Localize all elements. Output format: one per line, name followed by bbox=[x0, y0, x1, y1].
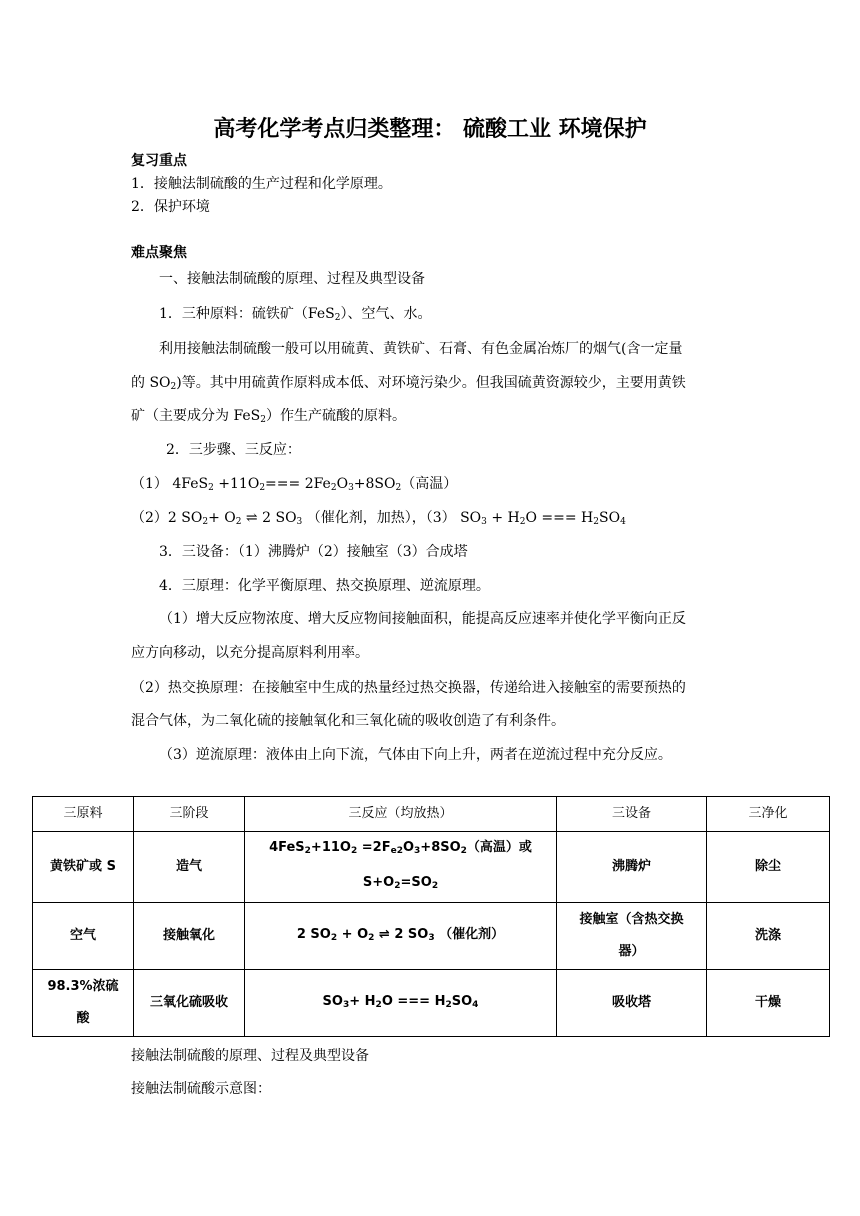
review-item-2: 2．保护环境 bbox=[131, 199, 210, 215]
table-cell: 空气 bbox=[33, 903, 134, 970]
principle-2-line: （2）热交换原理：在接触室中生成的热量经过热交换器，传递给进入接触室的需要预热的 bbox=[131, 680, 686, 696]
table-header-cell: 三设备 bbox=[557, 797, 707, 832]
table-header-cell: 三反应（均放热） bbox=[245, 797, 557, 832]
table-cell: $4FeS_2+11O_2 =2F_{e2}O_3+8SO_2$（高温）或 $S+O_2=SO_2$ bbox=[245, 832, 557, 903]
equipment-line: 3．三设备：（1）沸腾炉（2）接触室（3）合成塔 bbox=[159, 544, 468, 560]
table-row bbox=[33, 903, 830, 970]
table-cell: $SO_3+ H_2O$ === $H_2SO_4$ bbox=[245, 970, 557, 1037]
principle-1-line: 应方向移动，以充分提高原料利用率。 bbox=[131, 645, 369, 661]
paragraph-line: 的 $SO_2$)等。其中用硫黄作原料成本低、对环境污染少。但我国硫黄资源较少，主要用黄铁 bbox=[131, 375, 686, 392]
footer-line-1: 接触法制硫酸的原理、过程及典型设备 bbox=[131, 1048, 369, 1064]
table-header-cell: 三原料 bbox=[33, 797, 134, 832]
table-cell: 接触室（含热交换 器） bbox=[557, 903, 707, 970]
table-cell: 沸腾炉 bbox=[557, 832, 707, 903]
summary-table bbox=[32, 796, 830, 1037]
table-cell: 2 $SO_2 + O_2$ ⇌ 2 $SO_3$ （催化剂） bbox=[245, 903, 557, 970]
equation-2-3: （2）2 $SO_2+ O_2$ ⇌ 2 $SO_3$ （催化剂，加热），（3） $SO_3 + H_2O$ === $H_2SO_4$ bbox=[131, 510, 626, 527]
table-header-cell: 三净化 bbox=[707, 797, 830, 832]
raw-materials-line: 1．三种原料：硫铁矿（FeS$_2$）、空气、水。 bbox=[159, 306, 432, 323]
review-item-1: 1．接触法制硫酸的生产过程和化学原理。 bbox=[131, 176, 392, 192]
principle-2-line: 混合气体，为二氧化硫的接触氧化和三氧化硫的吸收创造了有利条件。 bbox=[131, 713, 565, 729]
table-cell: 造气 bbox=[134, 832, 245, 903]
table-row bbox=[33, 970, 830, 1037]
table-cell: 98.3%浓硫 酸 bbox=[33, 970, 134, 1037]
table-row bbox=[33, 832, 830, 903]
difficulty-heading: 难点聚焦 bbox=[131, 245, 187, 261]
table-cell: 干燥 bbox=[707, 970, 830, 1037]
table-header-row bbox=[33, 797, 830, 832]
review-heading: 复习重点 bbox=[131, 153, 187, 169]
table-cell: 三氧化硫吸收 bbox=[134, 970, 245, 1037]
principle-1-line: （1）增大反应物浓度、增大反应物间接触面积，能提高反应速率并使化学平衡向正反 bbox=[159, 611, 686, 627]
table-header-cell: 三阶段 bbox=[134, 797, 245, 832]
page-title: 高考化学考点归类整理： 硫酸工业 环境保护 bbox=[213, 116, 647, 142]
principle-line: 4．三原理：化学平衡原理、热交换原理、逆流原理。 bbox=[159, 578, 490, 594]
steps-heading: 2．三步骤、三反应： bbox=[166, 442, 301, 458]
footer-line-2: 接触法制硫酸示意图： bbox=[131, 1081, 271, 1097]
paragraph-line: 利用接触法制硫酸一般可以用硫黄、黄铁矿、石膏、有色金属冶炼厂的烟气(含一定量 bbox=[159, 341, 683, 357]
paragraph-line: 矿（主要成分为 FeS$_2$）作生产硫酸的原料。 bbox=[131, 408, 407, 425]
table-cell: 除尘 bbox=[707, 832, 830, 903]
table-cell: 黄铁矿或 S bbox=[33, 832, 134, 903]
section-heading: 一、接触法制硫酸的原理、过程及典型设备 bbox=[159, 271, 425, 287]
equation-1: （1） $4FeS_2 +11O_2=== 2Fe_2O_3+8SO_2$（高温） bbox=[131, 476, 458, 493]
table-cell: 洗涤 bbox=[707, 903, 830, 970]
principle-3-line: （3）逆流原理：液体由上向下流，气体由下向上升，两者在逆流过程中充分反应。 bbox=[159, 747, 672, 763]
table-cell: 接触氧化 bbox=[134, 903, 245, 970]
table-cell: 吸收塔 bbox=[557, 970, 707, 1037]
